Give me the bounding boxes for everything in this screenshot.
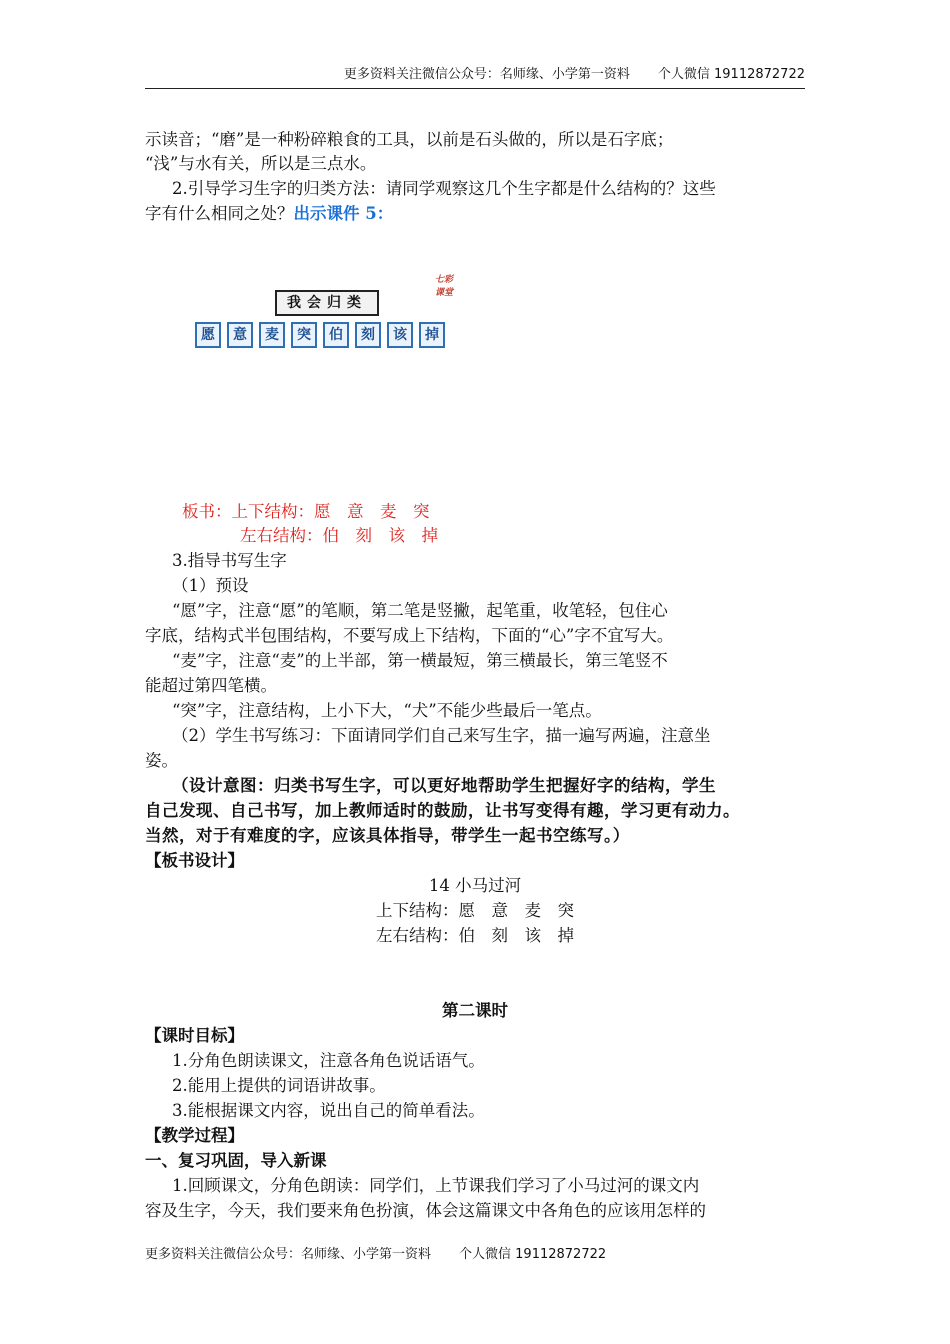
slide-char-list <box>195 322 445 348</box>
page-header <box>145 64 805 89</box>
board-line: 左右结构：伯 刻 该 掉 <box>240 526 438 545</box>
board-line: 板书：上下结构：愿 意 麦 突 <box>182 502 430 521</box>
section-heading: 一、复习巩固，导入新课 <box>145 1151 327 1170</box>
text-line: 示读音；“磨”是一种粉碎粮食的工具，以前是石头做的，所以是石字底； <box>145 130 674 149</box>
footer-right: 个人微信 19112872722 <box>459 1247 607 1262</box>
text-line: 字底，结构式半包围结构，不要写成上下结构，下面的“心”字不宜写大。 <box>145 626 674 645</box>
text-line: “麦”字，注意“麦”的上半部，第一横最短，第三横最长，第三笔竖不 <box>172 651 668 670</box>
text-span: 字有什么相同之处？ <box>145 204 294 223</box>
header-right: 个人微信 19112872722 <box>657 67 805 82</box>
goal-item: 2.能用上提供的词语讲故事。 <box>172 1076 386 1095</box>
courseware-slide <box>190 270 460 360</box>
slide-char: 该 <box>387 322 413 348</box>
text-line: 2.引导学习生字的归类方法：请同学观察这几个生字都是什么结构的？这些 <box>172 179 716 198</box>
text-line: 能超过第四笔横。 <box>145 676 277 695</box>
section-heading: 【板书设计】 <box>145 851 244 870</box>
goal-item: 1.分角色朗读课文，注意各角色说话语气。 <box>172 1051 485 1070</box>
slide-char: 掉 <box>419 322 445 348</box>
text-line: 容及生字，今天，我们要来角色扮演，体会这篇课文中各角色的应该用怎样的 <box>145 1201 706 1220</box>
slide-char: 意 <box>227 322 253 348</box>
goal-item: 3.能根据课文内容，说出自己的简单看法。 <box>172 1101 485 1120</box>
text-line: 姿。 <box>145 751 178 770</box>
text-line <box>145 202 815 226</box>
slide-logo: 七彩课堂 <box>435 275 454 298</box>
section-heading: 【课时目标】 <box>145 1026 244 1045</box>
text-line: “突”字，注意结构，上小下大，“犬”不能少些最后一笔点。 <box>172 701 602 720</box>
text-line: “愿”字，注意“愿”的笔顺，第二笔是竖撇，起笔重，收笔轻，包住心 <box>172 601 668 620</box>
header-left: 更多资料关注微信公众号：名师缘、小学第一资料 <box>343 67 630 82</box>
board-row: 左右结构：伯 刻 该 掉 <box>376 926 574 945</box>
courseware-link: 出示课件 5： <box>293 204 394 223</box>
text-line: （1）预设 <box>172 576 249 595</box>
design-intent: 当然，对于有难度的字，应该具体指导，带学生一起书空练写。） <box>145 826 630 845</box>
slide-char: 刻 <box>355 322 381 348</box>
footer-left: 更多资料关注微信公众号：名师缘、小学第一资料 <box>145 1247 432 1262</box>
design-intent: 自己发现、自己书写，加上教师适时的鼓励，让书写变得有趣，学习更有动力。 <box>145 801 740 820</box>
lesson-title: 第二课时 <box>442 1001 508 1020</box>
text-line: （2）学生书写练习：下面请同学们自己来写生字，描一遍写两遍，注意坐 <box>172 726 711 745</box>
slide-char: 麦 <box>259 322 285 348</box>
page-footer <box>145 1244 606 1266</box>
slide-char: 愿 <box>195 322 221 348</box>
board-title: 14 小马过河 <box>428 876 522 895</box>
board-row: 上下结构：愿 意 麦 突 <box>376 901 574 920</box>
text-line: 3.指导书写生字 <box>172 551 287 570</box>
text-line: “浅”与水有关，所以是三点水。 <box>145 154 377 173</box>
slide-char: 伯 <box>323 322 349 348</box>
slide-char: 突 <box>291 322 317 348</box>
slide-title: 我会归类 <box>275 290 379 316</box>
design-intent: （设计意图：归类书写生字，可以更好地帮助学生把握好字的结构，学生 <box>172 776 716 795</box>
text-line: 1.回顾课文，分角色朗读：同学们，上节课我们学习了小马过河的课文内 <box>172 1176 700 1195</box>
section-heading: 【教学过程】 <box>145 1126 244 1145</box>
